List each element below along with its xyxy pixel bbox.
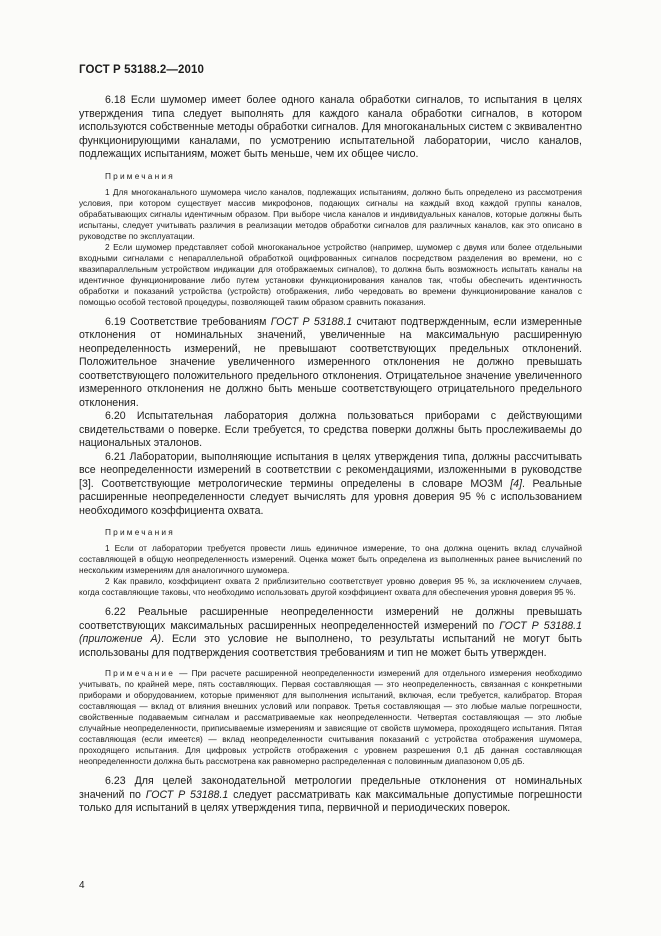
clause-6-21: 6.21 Лаборатории, выполняющие испытания в целях утверждения типа, должны рассчитывать все неопределенности измерений в соответствии с рекомендациями, изложенными в руководстве [3]. Соответствующие метрологические термины определены в словаре МОЗМ [4]. Реальные расширенные неопределенности следует вычислять для уровня доверия 95 % с использованием необходимого коэффициента охвата. [79, 450, 582, 517]
document-body [79, 94, 582, 816]
standard-reference: ГОСТ Р 53188.1 [145, 788, 229, 801]
clause-6-18: 6.18 Если шумомер имеет более одного канала обработки сигналов, то испытания в целях утверждения типа следует выполнять для каждого канала обработки сигналов, в котором используются собственные методы обработки сигналов. Для многоканальных систем с эквивалентно функционирующими каналами, по усмотрению испытательной лаборатории, число каналов, подлежащих испытаниям, может быть меньше, чем их общее число. [79, 94, 582, 160]
standard-reference: ГОСТ Р 53188.1 (приложение А) [79, 619, 583, 645]
note-1-2: 2 Если шумомер представляет собой многоканальное устройство (например, шумомер с двумя или более отдельными входными сигналами с непараллельной обработкой оцифрованных сигналов посредством разделения во времени, но с квазипараллельным устройством индикации для отображаемых сигналов), то должна быть возможность испытать каналы на идентичное функционирование либо путем установки функционирования каналов так, чтобы обеспечить идентичность обработки и показаний устройства (устройств) отображения, либо чередовать во времени функционирование каналов с помощью особой тестовой процедуры, позволяющей таким образом сравнить показания. [79, 241, 582, 307]
note-2-2: 2 Как правило, коэффициент охвата 2 приблизительно соответствует уровню доверия 95 %, за исключением случаев, когда составляющие таковы, что необходимо использовать другой коэффициент охвата для обеспечения уровня доверия 95 %. [79, 576, 582, 597]
notes-heading-1: Примечания [105, 170, 175, 181]
standard-header: ГОСТ Р 53188.2—2010 [79, 64, 204, 76]
clause-6-20: 6.20 Испытательная лаборатория должна пользоваться приборами с действующими свидетельствами о поверке. Если требуется, то средства поверки должны быть прослеживаемы до национальных эталонов. [79, 410, 582, 449]
standard-reference: ГОСТ Р 53188.1 [270, 315, 353, 328]
page-number: 4 [79, 880, 85, 891]
note-3: Примечание — При расчете расширенной неопределенности измерений для отдельного измерения необходимо учитывать, по крайней мере, пять составляющих. Первая составляющая — это неопределенность, связанная с конкретными приборами и оборудованием, которые применяют для выполнения испытаний, включая, если требуется, калибратор. Вторая составляющая — вклад от влияния внешних условий или поправок. Третья составляющая — это любые малые погрешности, свойственные подаваемым сигналам и рассматриваемые как неопределенности. Четвертая составляющая — это любые случайные неопределенности, приписываемые измерениям и зависящие от свойств шумомера, проходящего испытания. Пятая составляющая (если имеется) — вклад неопределенности считывания показаний с устройства отображения шумомера, проходящего испытания. Для цифровых устройств отображения с уровнем разрешения 0,1 дБ данная составляющая неопределенности должна быть рассмотрена как равномерно распределенная с половинным диапазоном 0,05 дБ. [79, 668, 582, 766]
clause-6-22: 6.22 Реальные расширенные неопределенности измерений не должны превышать соответствующих максимальных расширенных неопределенностей измерений по ГОСТ Р 53188.1 (приложение А). Если это условие не выполнено, то результаты испытаний не могут быть использованы для подтверждения соответствия требованиям и тип не может быть утвержден. [79, 606, 583, 659]
notes-heading-2: Примечания [105, 527, 175, 537]
clause-6-19: 6.19 Соответствие требованиям ГОСТ Р 53188.1 считают подтвержденным, если измеренные отклонения от номинальных значений, увеличенные на максимальную расширенную неопределенность измерений, не превышают соответствующих предельных отклонений. Положительное значение увеличенного измеренного отклонения не должно превышать соответствующего положительного предельного отклонения. Отрицательное значение увеличенного измеренного отклонения не должно быть меньше соответствующего отрицательного предельного отклонения. [79, 315, 582, 409]
note-2-1: 1 Если от лаборатории требуется провести лишь единичное измерение, то она должна оценить вклад случайной составляющей в общую неопределенность измерений. Оценка может быть определена из выполненных ранее вычислений по нескольким измерениям для аналогичного шумомера. [79, 543, 582, 575]
clause-6-23: 6.23 Для целей законодательной метрологии предельные отклонения от номинальных значений по ГОСТ Р 53188.1 следует рассматривать как максимальные допустимые погрешности только для испытаний в целях утверждения типа, первичной и периодических поверок. [79, 775, 582, 814]
bibliography-reference: [4] [510, 477, 523, 490]
note-label: Примечание [105, 668, 176, 678]
note-1-1: 1 Для многоканального шумомера число каналов, подлежащих испытаниям, должно быть определено из рассмотрения условия, при котором существует массив микрофонов, подающих сигналы на каждый вход каждой группы каналов, обрабатывающих сигналы идентичным образом. При выборе числа каналов и индивидуальных каналов, которые должны быть испытаны, следует учитывать различия в реализации методов обработки сигналов для различных каналов, как это описано в руководстве по эксплуатации. [79, 186, 582, 241]
